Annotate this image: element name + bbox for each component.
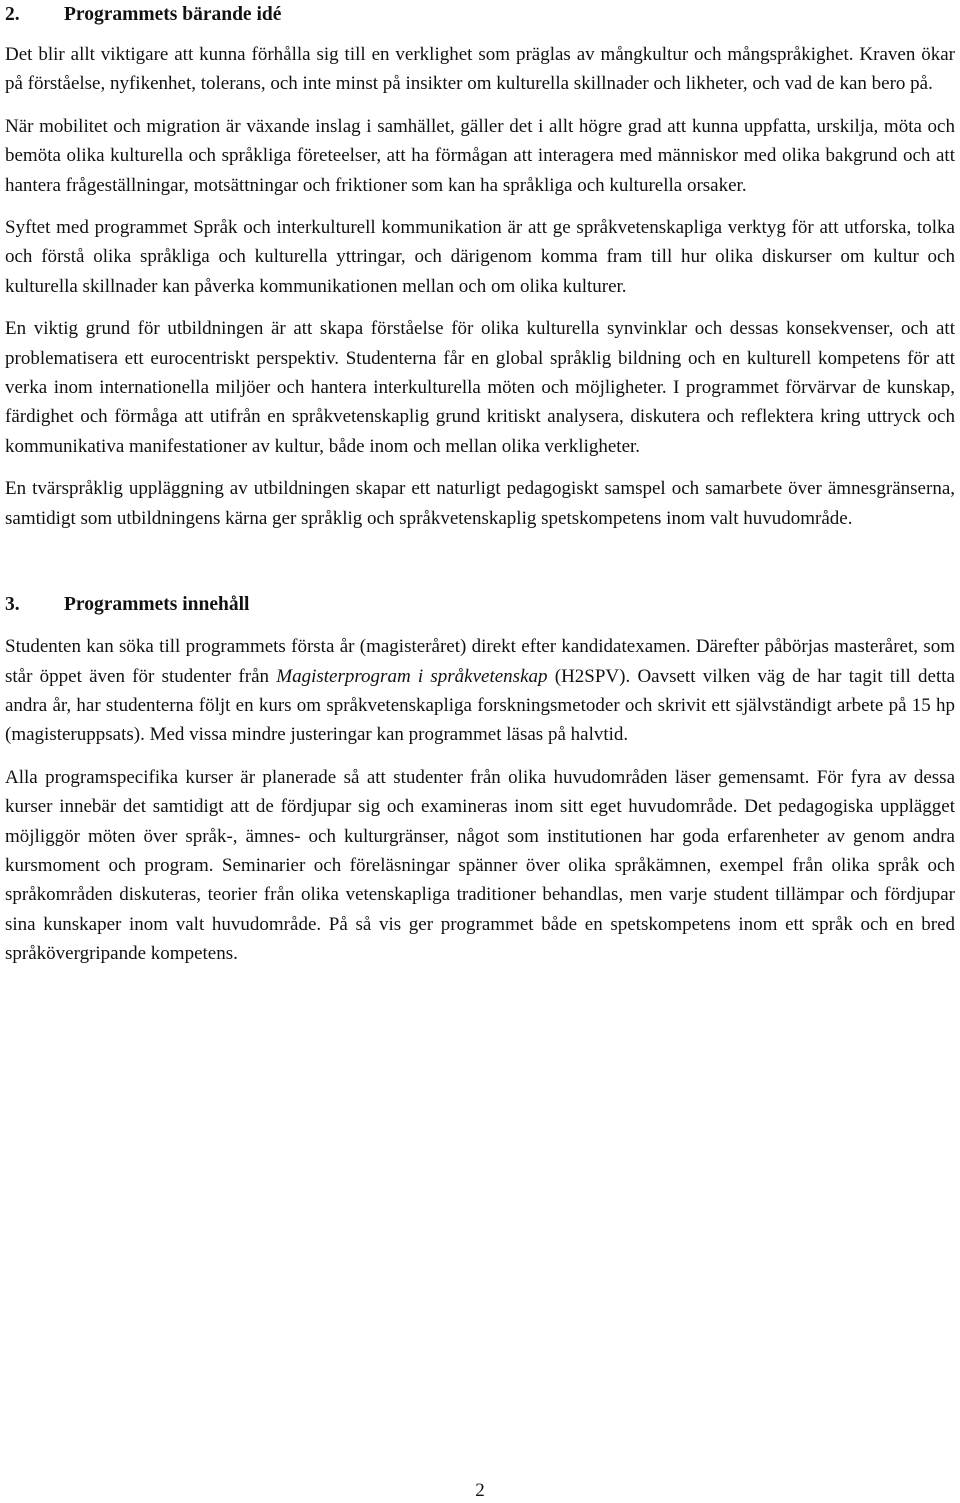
section-number: 2. bbox=[5, 4, 20, 25]
section-title: Programmets innehåll bbox=[64, 594, 250, 616]
text-run: (H2SPV). Oavsett vilken väg de har tagit till detta andra år, har studenterna följt en kurs om språkvetenskapliga forskningsmetoder och skrivit ett självständigt arbete på 15 hp (magisteruppsats). Med vissa mindre justeringar kan programmet läsas på halvtid. bbox=[5, 665, 955, 746]
program-name: Magisterprogram i språkvetenskap bbox=[276, 665, 548, 687]
section-heading-2 bbox=[5, 0, 955, 29]
paragraph: Alla programspecifika kurser är planerade så att studenter från olika huvudområden läser gemensamt. För fyra av dessa kurser innebär det samtidigt att de fördjupar sig och examineras inom sitt eget huvudområde. Det pedagogiska upplägget möjliggör möten över språk-, ämnes- och kulturgränser, något som institutionen har goda erfarenheter av genom andra kursmoment och program. Seminarier och föreläsningar spänner över olika språkämnen, exempel från olika språk och språkområden diskuteras, teorier från olika vetenskapliga traditioner behandlas, men varje student tillämpar och fördjupar sina kunskaper inom valt huvudområde. På så vis ger programmet både en spetskompetens inom ett språk och en bred språkövergripande kompetens. bbox=[5, 766, 955, 965]
paragraph bbox=[5, 632, 955, 750]
section-title: Programmets bärande idé bbox=[64, 4, 282, 25]
page-number: 2 bbox=[475, 1480, 485, 1501]
paragraph: En tvärspråklig uppläggning av utbildningen skapar ett naturligt pedagogiskt samspel och samarbete över ämnesgränserna, samtidigt som utbildningens kärna ger språklig och språkvetenskaplig spetskompetens inom valt huvudområde. bbox=[5, 478, 955, 529]
paragraph: En viktig grund för utbildningen är att skapa förståelse för olika kulturella synvinklar och dessas konsekvenser, och att problematisera ett eurocentriskt perspektiv. Studenterna får en global språklig bildning och en kulturell kompetens för att verka inom internationella miljöer och hantera interkulturella möten och möjligheter. I programmet förvärvar de kunskap, färdighet och förmåga att utifrån en språkvetenskaplig grund kritiskt analysera, diskutera och reflektera kring uttryck och kommunikativa manifestationer av kultur, både inom och mellan olika verkligheter. bbox=[5, 318, 955, 457]
paragraph: Det blir allt viktigare att kunna förhålla sig till en verklighet som präglas av mångkultur och mångspråkighet. Kraven ökar på förståelse, nyfikenhet, tolerans, och inte minst på insikter om kulturella skillnader och likheter, och vad de kan bero på. bbox=[5, 44, 955, 95]
document-page bbox=[5, 0, 955, 969]
section-number: 3. bbox=[5, 594, 20, 616]
section-heading-3 bbox=[5, 590, 955, 619]
paragraph: När mobilitet och migration är växande inslag i samhället, gäller det i allt högre grad att kunna uppfatta, urskilja, möta och bemöta olika kulturella och språkliga företeelser, att ha förmågan att interagera med människor med olika bakgrund och att hantera frågeställningar, motsättningar och friktioner som kan ha språkliga och kulturella orsaker. bbox=[5, 115, 955, 196]
paragraph: Syftet med programmet Språk och interkulturell kommunikation är att ge språkvetenskapliga verktyg för att utforska, tolka och förstå olika språkliga och kulturella yttringar, och därigenom komma fram till hur olika diskurser om kultur och kulturella skillnader kan påverka kommunikationen mellan och om olika kulturer. bbox=[5, 217, 955, 297]
text-run: Studenten kan söka till programmets första år (magisteråret) direkt efter kandidatexamen. Därefter påbörjas masteråret, som står öppet även för studenter från bbox=[5, 636, 955, 687]
